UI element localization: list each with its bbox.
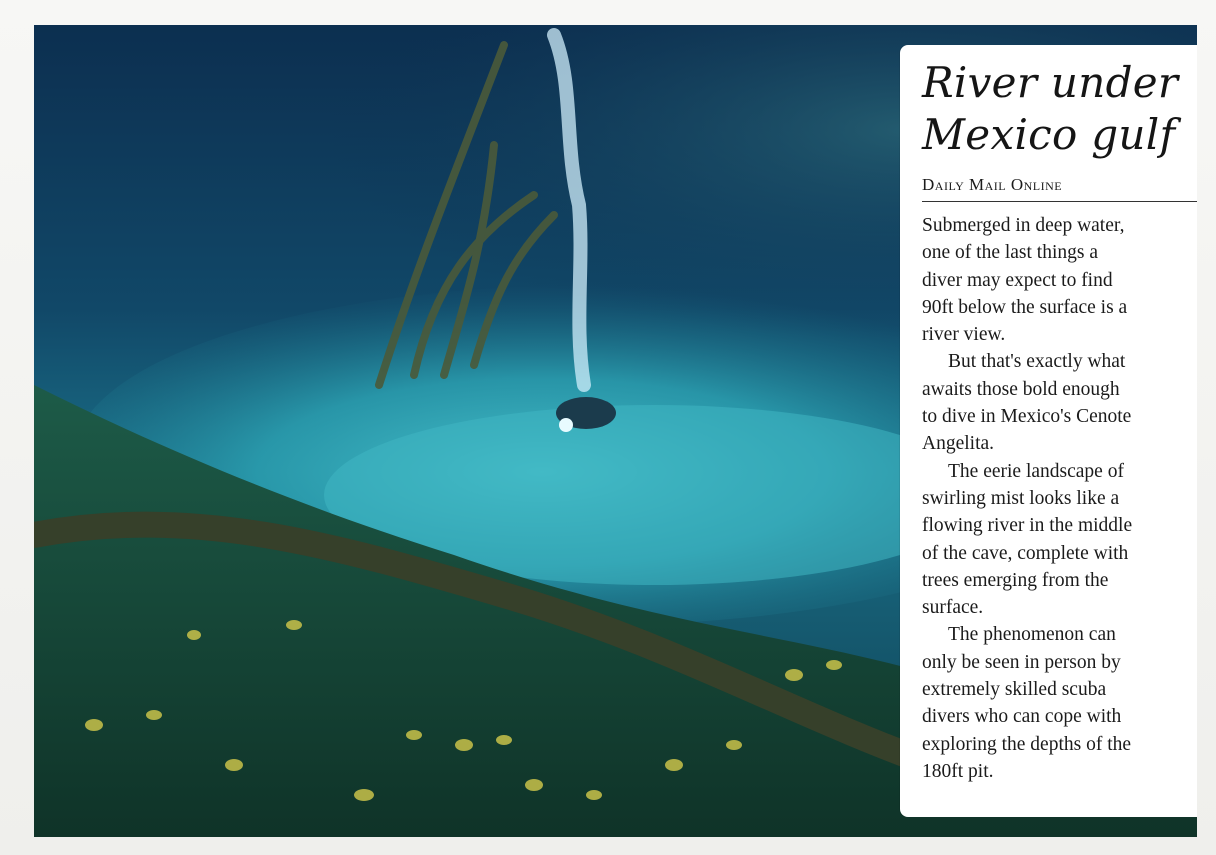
paragraph-4: The phenomenon can only be seen in person by extremely skilled scuba divers who can cope with exploring the depths of the 180ft pit. bbox=[922, 624, 1132, 782]
article-body bbox=[922, 212, 1197, 785]
diver-light bbox=[559, 418, 573, 432]
paragraph-2: But that's exactly what awaits those bold enough to dive in Mexico's Cenote Angelita. bbox=[922, 351, 1132, 455]
article-panel bbox=[900, 45, 1197, 817]
paragraph-3: The eerie landscape of swirling mist looks like a flowing river in the middle of the cave, complete with trees emerging from the surface. bbox=[922, 460, 1133, 619]
article-source: Daily Mail Online bbox=[922, 175, 1197, 202]
article-headline: River under Mexico gulf bbox=[922, 58, 1179, 159]
paragraph-1: Submerged in deep water, one of the last things a diver may expect to find 90ft below the surface is a river view. bbox=[922, 215, 1128, 346]
